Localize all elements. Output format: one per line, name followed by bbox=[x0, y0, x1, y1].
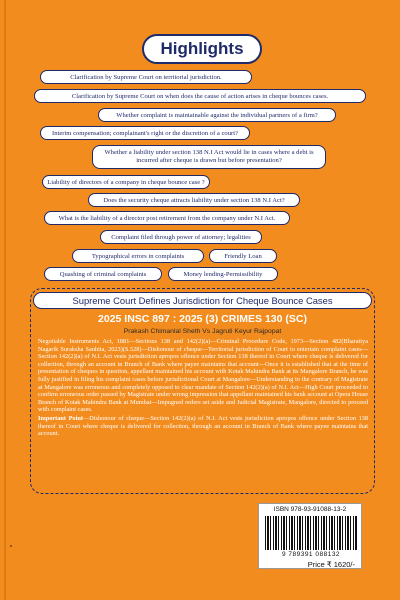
highlight-item: Does the security cheque attracts liability under section 138 N.I Act? bbox=[88, 193, 300, 207]
highlights-title: Highlights bbox=[142, 34, 262, 64]
case-heading: Supreme Court Defines Jurisdiction for Cheque Bounce Cases bbox=[33, 292, 372, 309]
highlight-item: Interim compensation; complainant's right or the discretion of a court? bbox=[40, 126, 250, 140]
case-summary: Negotiable Instruments Act, 1881—Sections 138 and 142(2)(a)—Criminal Procedure Code, 1973—Section 482(Bharatiya Nagarik Suraksha Sanhita, 2023)(S.528)—Dishonour of cheque—Territorial jurisdiction of Court to entertain complaint cases—Section 142(2)(a) of N.I. Act vests jurisdiction apropos offence under Section 138 thereof in Court where cheque is delivered for collection, through an account in Branch of Bank where payee maintains that account—Once it is established that at the time of presentation of cheques in question, appellant maintained his account with Kotak Mahindra Bank at its Mangalore Branch, he was fully justified in filing his complaint cases before jurisdictional Court at Mangalore—Understanding to the contrary of Magistrate at Mangalore was erroneous and completely opposed to clear mandate of Section 142(2)(a) of N.I. Act—High Court proceeded to confirm erroneous order passed by Magistrate under wrong impression that appellant maintained his bank account at Opera House Branch of Kotak Mahindra Bank at Mumbai—Impugned orders set aside and Judicial Magistrate, Mangalore, directed to proceed with complaint cases. bbox=[38, 338, 368, 414]
barcode-block bbox=[258, 503, 362, 569]
important-point bbox=[38, 415, 368, 438]
case-parties: Prakash Chimanlal Sheth Vs Jagruti Keyur Rajpopat bbox=[123, 328, 282, 335]
price-label: Price ₹ 1620/- bbox=[307, 560, 355, 569]
case-body bbox=[38, 338, 368, 439]
highlight-item: Money lending-Permissibility bbox=[168, 267, 278, 281]
highlight-item: Clarification by Supreme Court on territorial jurisdiction. bbox=[40, 70, 252, 84]
highlight-item: What is the liability of a director post retirement from the company under N.I Act. bbox=[44, 211, 290, 225]
highlight-item: Typographical errors in complaints bbox=[72, 249, 204, 263]
important-point-label: Important Point bbox=[38, 414, 83, 422]
barcode-image bbox=[265, 516, 357, 550]
highlight-item: Liability of directors of a company in cheque bounce case ? bbox=[42, 175, 210, 189]
case-citation: 2025 INSC 897 : 2025 (3) CRIMES 130 (SC) bbox=[98, 313, 307, 325]
spine-edge bbox=[4, 0, 6, 600]
important-point-text: —Dishonour of cheque—Section 142(2)(a) of N.I. Act vests jurisdiction apropos offence under Section 138 thereof in Court where cheque is delivered for collection, through an account in Branch of Bank where payee maintains that account. bbox=[38, 414, 369, 438]
highlight-item: Whether a liability under section 138 N.I Act would lie in cases where a debt is incurred after cheque is drawn but before presentation? bbox=[92, 145, 326, 169]
barcode-number: 9 789391 088132 bbox=[281, 551, 341, 558]
highlight-item: Quashing of criminal complaints bbox=[44, 267, 162, 281]
highlight-item: Clarification by Supreme Court on when does the cause of action arises in cheque bounces cases. bbox=[34, 89, 366, 103]
highlight-item: Friendly Loan bbox=[209, 249, 277, 263]
highlight-item: Whether complaint is maintainable against the individual partners of a firm? bbox=[98, 108, 336, 122]
decorative-dot bbox=[10, 545, 12, 547]
isbn-text: ISBN 978-93-91088-13-2 bbox=[273, 506, 347, 513]
highlight-item: Complaint filed through power of attorney; legalities bbox=[100, 230, 262, 244]
